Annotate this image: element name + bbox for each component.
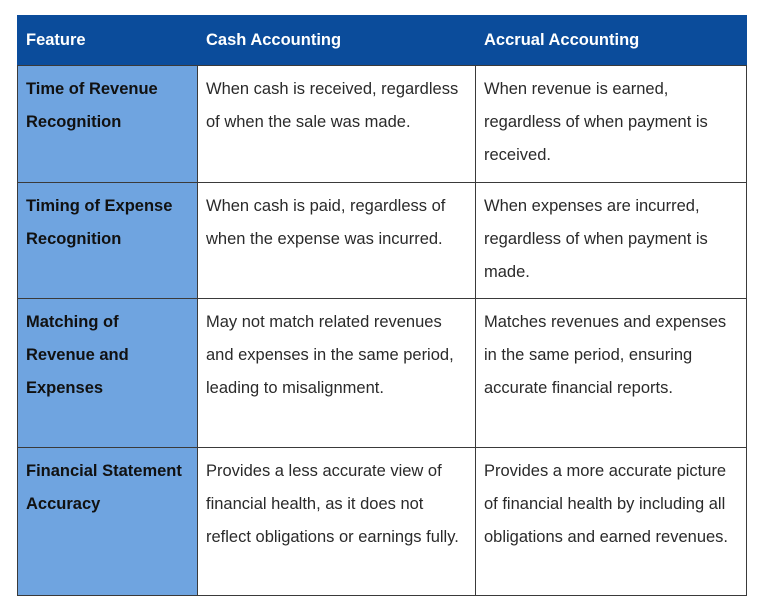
accrual-cell: When revenue is earned, regardless of when payment is received. — [476, 66, 747, 183]
table-row — [18, 448, 747, 596]
cash-cell: Provides a less accurate view of financial health, as it does not reflect obligations or earnings fully. — [198, 448, 476, 596]
table-body — [18, 66, 747, 596]
cash-cell: When cash is received, regardless of when the sale was made. — [198, 66, 476, 183]
table-row — [18, 183, 747, 299]
feature-cell: Matching of Revenue and Expenses — [18, 299, 198, 448]
feature-cell: Time of Revenue Recognition — [18, 66, 198, 183]
accrual-cell: Provides a more accurate picture of financial health by including all obligations and earned revenues. — [476, 448, 747, 596]
header-cash-accounting: Cash Accounting — [198, 16, 476, 66]
comparison-table-container — [17, 15, 747, 596]
header-row — [18, 16, 747, 66]
header-feature: Feature — [18, 16, 198, 66]
table-row — [18, 66, 747, 183]
header-accrual-accounting: Accrual Accounting — [476, 16, 747, 66]
cash-cell: When cash is paid, regardless of when the expense was incurred. — [198, 183, 476, 299]
comparison-table — [17, 15, 747, 596]
table-header — [18, 16, 747, 66]
cash-cell: May not match related revenues and expenses in the same period, leading to misalignment. — [198, 299, 476, 448]
feature-cell: Financial Statement Accuracy — [18, 448, 198, 596]
feature-cell: Timing of Expense Recognition — [18, 183, 198, 299]
accrual-cell: Matches revenues and expenses in the same period, ensuring accurate financial reports. — [476, 299, 747, 448]
accrual-cell: When expenses are incurred, regardless of when payment is made. — [476, 183, 747, 299]
table-row — [18, 299, 747, 448]
